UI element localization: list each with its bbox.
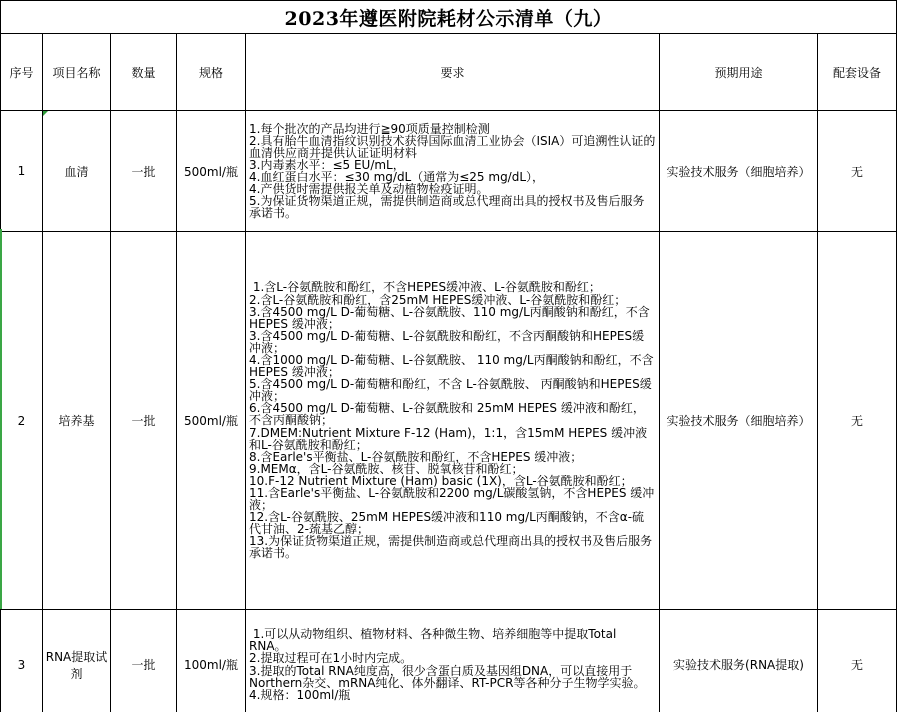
cell-spec[interactable]: 500ml/瓶 [177, 111, 246, 232]
cell-name[interactable]: 培养基 [43, 232, 111, 610]
header-quantity[interactable]: 数量 [111, 34, 177, 111]
req-line: 2.提取过程可在1小时内完成。 [249, 651, 413, 666]
cell-spec[interactable]: 500ml/瓶 [177, 232, 246, 610]
cell-index[interactable]: 1 [1, 111, 43, 232]
req-line: 6.含4500 mg/L D-葡萄糖、L-谷氨酰胺和 25mM HEPES 缓冲液和酚红，不含丙酮酸钠； [249, 401, 645, 428]
header-purpose[interactable]: 预期用途 [660, 34, 818, 111]
cell-purpose[interactable]: 实验技术服务（细胞培养） [660, 111, 818, 232]
cell-purpose[interactable]: 实验技术服务(RNA提取) [660, 610, 818, 712]
header-equipment[interactable]: 配套设备 [818, 34, 897, 111]
req-line: 4.含1000 mg/L D-葡萄糖、L-谷氨酰胺、 110 mg/L丙酮酸钠和酚红，不含HEPES 缓冲液； [249, 352, 654, 380]
req-line: 1.每个批次的产品均进行≧90项质量控制检测 [249, 121, 490, 136]
req-line: 5.为保证货物渠道正规，需提供制造商或总代理商出具的授权书及售后服务承诺书。 [249, 194, 645, 221]
cell-index[interactable]: 2 [1, 232, 43, 610]
cell-index[interactable]: 3 [1, 610, 43, 712]
cell-quantity[interactable]: 一批 [111, 232, 177, 610]
req-line: 4.产供货时需提供报关单及动植物检疫证明。 [249, 182, 489, 197]
req-line: 12.含L-谷氨酰胺、25mM HEPES缓冲液和110 mg/L丙酮酸钠，不含α-硫代甘油、2-巯基乙醇； [249, 510, 645, 537]
header-requirements[interactable]: 要求 [246, 34, 660, 111]
comment-marker [43, 111, 48, 116]
header-spec[interactable]: 规格 [177, 34, 246, 111]
cell-spec[interactable]: 100ml/瓶 [177, 610, 246, 712]
cell-equipment[interactable]: 无 [818, 610, 897, 712]
selection-edge-marker [0, 229, 2, 609]
header-index[interactable]: 序号 [1, 34, 43, 111]
cell-requirements[interactable] [246, 232, 660, 610]
req-line: 11.含Earle's平衡盐、L-谷氨酰胺和2200 mg/L碳酸氢钠，不含HEPES 缓冲液； [249, 486, 655, 513]
req-line: 3.提取的Total RNA纯度高，很少含蛋白质及基因组DNA，可以直接用于Northern杂交、mRNA纯化、体外翻译、RT-PCR等各种分子生物学实验。 [249, 663, 646, 690]
cell-quantity[interactable]: 一批 [111, 610, 177, 712]
req-line: 4.血红蛋白水平：≤30 mg/dL（通常为≤25 mg/dL）， [249, 170, 545, 184]
req-line: 10.F-12 Nutrient Mixture (Ham) basic (1X)，含L-谷氨酰胺和酚红； [249, 473, 633, 488]
req-line: 9.MEMα，含L-谷氨酰胺、核苷、脱氧核苷和酚红； [249, 461, 524, 476]
req-line: 3.含4500 mg/L D-葡萄糖、L-谷氨酰胺、110 mg/L丙酮酸钠和酚红，不含HEPES 缓冲液； [249, 304, 650, 331]
cell-requirements[interactable] [246, 610, 660, 712]
header-name[interactable]: 项目名称 [43, 34, 111, 111]
req-line: 5.含4500 mg/L D-葡萄糖和酚红，不含 L-谷氨酰胺、 丙酮酸钠和HEPES缓冲液； [249, 377, 652, 404]
req-line: 2.含L-谷氨酰胺和酚红，含25mM HEPES缓冲液、L-谷氨酰胺和酚红； [249, 292, 627, 307]
req-line: 13.为保证货物渠道正规，需提供制造商或总代理商出具的授权书及售后服务承诺书。 [249, 534, 653, 561]
cell-name[interactable] [43, 111, 111, 232]
req-line: 1.含L-谷氨酰胺和酚红，不含HEPES缓冲液、L-谷氨酰胺和酚红； [249, 280, 601, 295]
cell-equipment[interactable]: 无 [818, 232, 897, 610]
cell-purpose[interactable]: 实验技术服务（细胞培养） [660, 232, 818, 610]
req-line: 3.内毒素水平：≤5 EU/mL， [249, 157, 405, 172]
cell-requirements[interactable] [246, 111, 660, 232]
cell-equipment[interactable]: 无 [818, 111, 897, 232]
cell-name[interactable]: RNA提取试剂 [43, 610, 111, 712]
sheet-title[interactable]: 2023年遵医附院耗材公示清单（九） [0, 0, 897, 34]
header-row [1, 34, 897, 111]
table-row [1, 610, 897, 712]
req-line: 7.DMEM:Nutrient Mixture F-12 (Ham)，1:1，含15mM HEPES 缓冲液和L-谷氨酰胺和酚红； [249, 425, 648, 452]
cell-quantity[interactable]: 一批 [111, 111, 177, 232]
req-line: 3.含4500 mg/L D-葡萄糖、L-谷氨酰胺和酚红，不含丙酮酸钠和HEPES缓冲液； [249, 328, 645, 355]
req-line: 4.规格：100ml/瓶 [249, 687, 351, 702]
req-line: 2.具有胎牛血清指纹识别技术获得国际血清工业协会（ISIA）可追溯性认证的血清供应商并提供认证证明材料 [249, 133, 656, 160]
cell-name-text: 血清 [64, 164, 89, 179]
table-row [1, 111, 897, 232]
materials-table [0, 33, 897, 712]
table-row [1, 232, 897, 610]
req-line: 8.含Earle's平衡盐、L-谷氨酰胺和酚红，不含HEPES 缓冲液； [249, 449, 583, 464]
req-line: 1.可以从动物组织、植物材料、各种微生物、培养细胞等中提取Total RNA。 [249, 627, 621, 654]
